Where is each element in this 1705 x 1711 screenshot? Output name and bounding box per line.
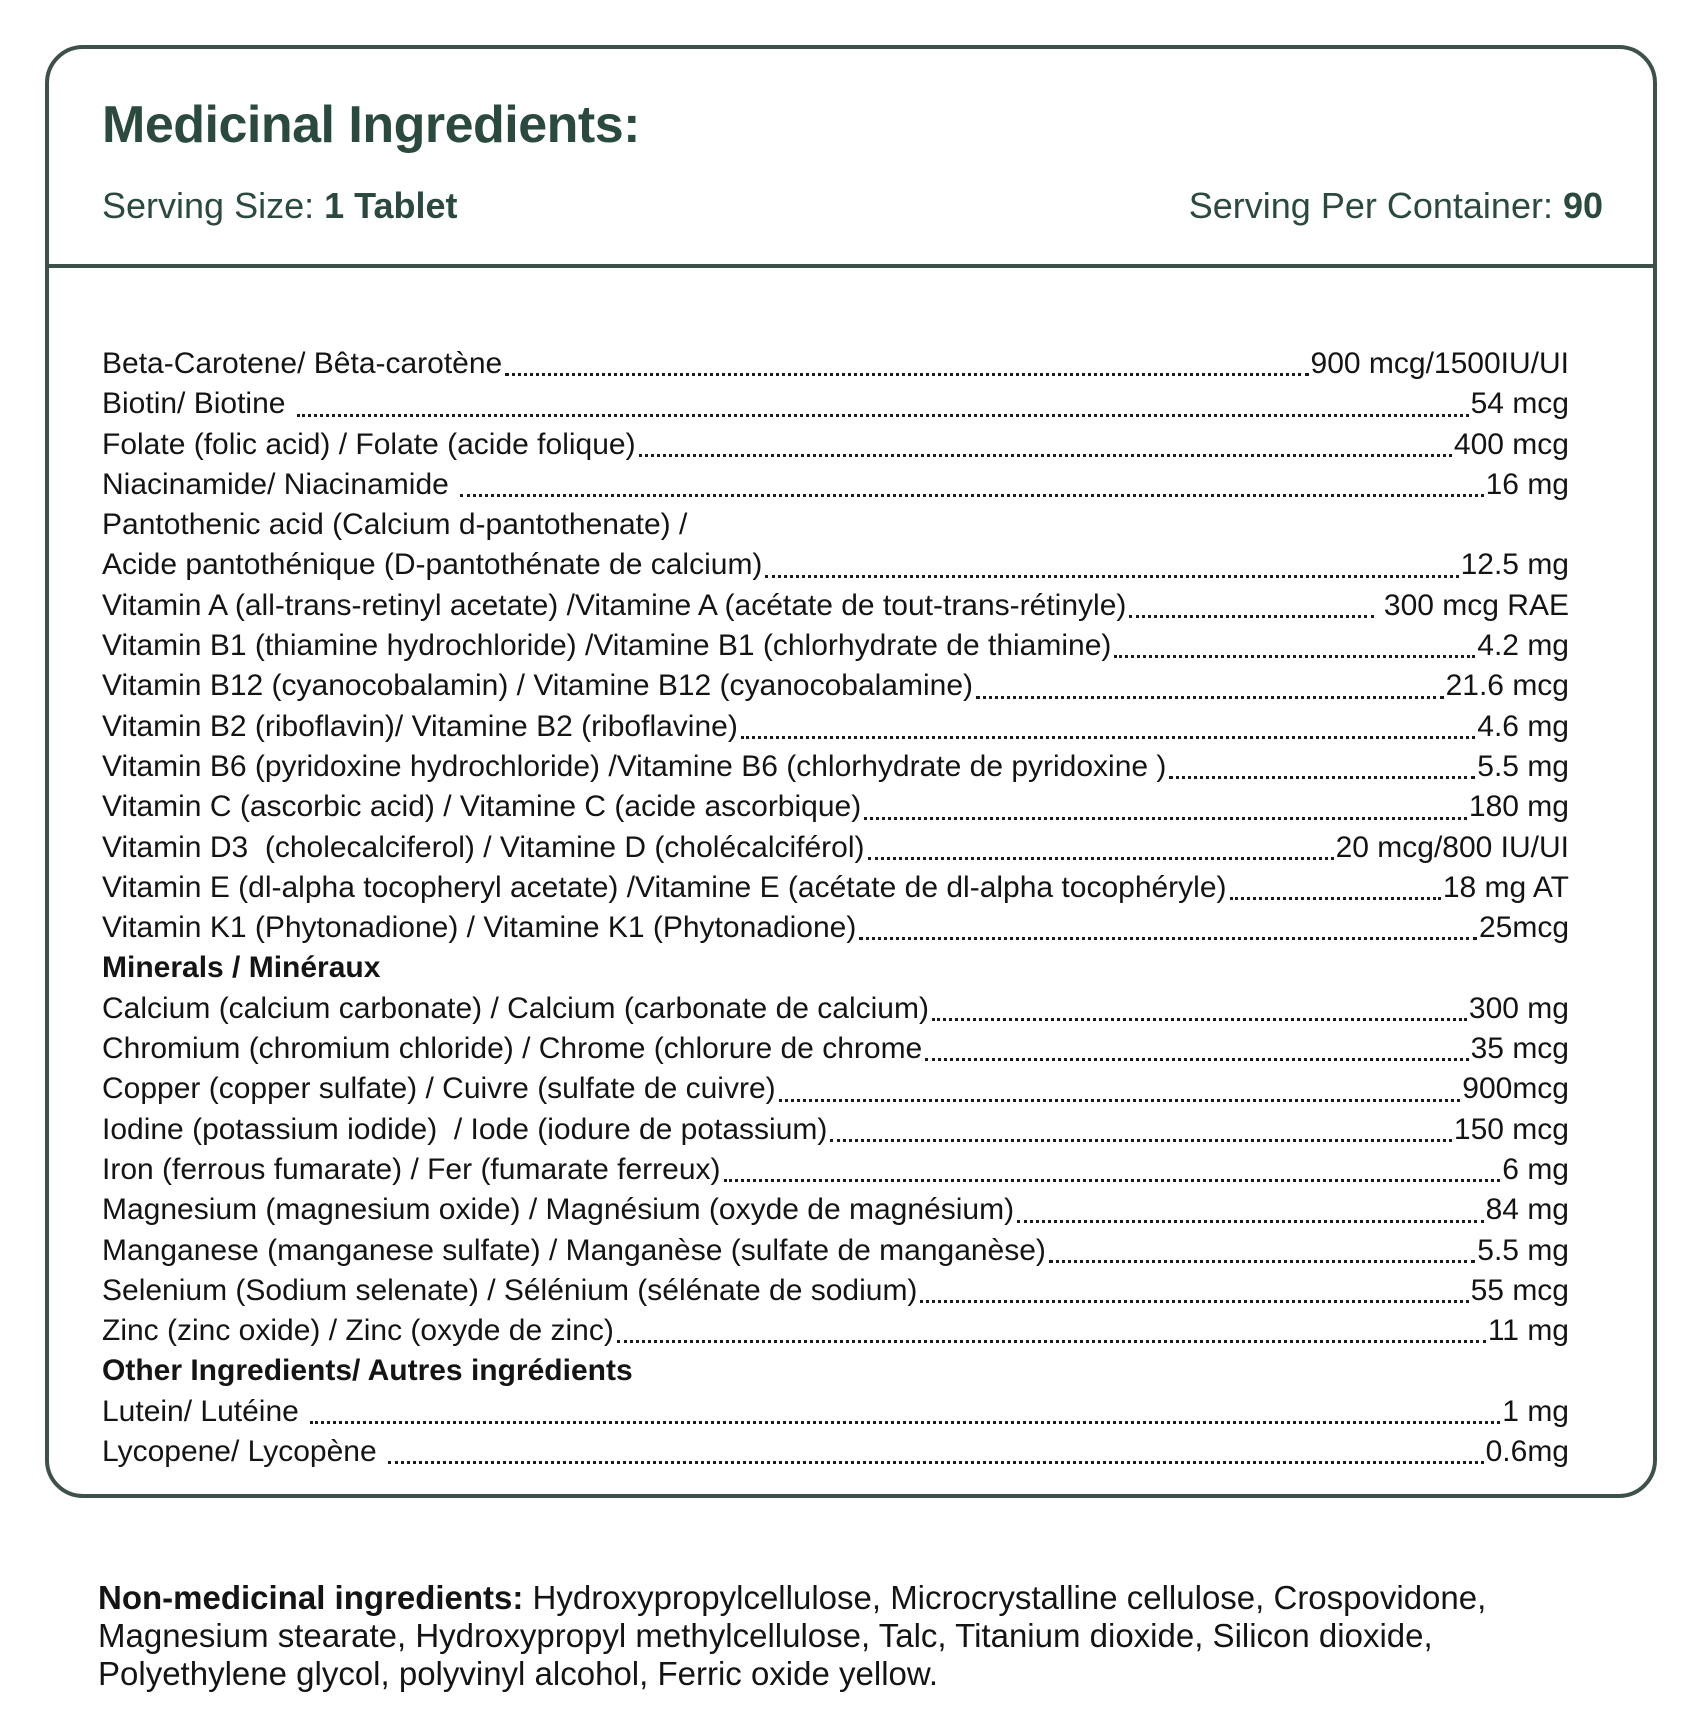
ingredient-row <box>102 1110 1569 1150</box>
dot-leader <box>310 1421 1500 1424</box>
serving-per-container <box>1189 185 1603 227</box>
ingredient-value: 300 mcg RAE <box>1375 588 1569 622</box>
dot-leader <box>388 1461 1484 1464</box>
dot-leader <box>1114 655 1475 658</box>
ingredient-name: Vitamin B12 (cyanocobalamin) / Vitamine B12 (cyanocobalamine) <box>102 669 974 703</box>
serving-line <box>102 185 1603 227</box>
ingredient-name: Acide pantothénique (D-pantothénate de calcium) <box>102 548 763 582</box>
ingredient-row <box>102 1311 1569 1351</box>
ingredient-row <box>102 747 1569 787</box>
ingredient-row <box>102 505 1569 545</box>
dot-leader <box>830 1139 1452 1142</box>
ingredient-row <box>102 989 1569 1029</box>
dot-leader <box>460 494 1483 497</box>
serving-size <box>102 185 457 227</box>
ingredient-value: 12.5 mg <box>1460 548 1569 582</box>
ingredient-name: Zinc (zinc oxide) / Zinc (oxyde de zinc) <box>102 1314 614 1348</box>
ingredient-value: 54 mcg <box>1470 387 1569 421</box>
ingredient-row <box>102 787 1569 827</box>
ingredient-value: 25mcg <box>1478 911 1569 945</box>
ingredient-name: Calcium (calcium carbonate) / Calcium (carbonate de calcium) <box>102 991 929 1025</box>
ingredient-value: 6 mg <box>1502 1152 1569 1186</box>
dot-leader <box>617 1340 1486 1343</box>
ingredient-row <box>102 586 1569 626</box>
ingredient-row <box>102 868 1569 908</box>
supplement-facts-panel <box>45 45 1657 1498</box>
section-header-row <box>102 1351 1569 1391</box>
ingredient-value: 0.6mg <box>1485 1435 1569 1469</box>
ingredient-name: Biotin/ Biotine <box>102 387 294 421</box>
ingredient-list <box>49 344 1653 1472</box>
section-header-row <box>102 948 1569 988</box>
panel-header <box>49 49 1653 268</box>
ingredient-name: Vitamin B1 (thiamine hydrochloride) /Vitamine B1 (chlorhydrate de thiamine) <box>102 629 1112 663</box>
ingredient-row <box>102 707 1569 747</box>
dot-leader <box>1017 1220 1484 1223</box>
ingredient-value: 84 mg <box>1485 1193 1569 1227</box>
ingredient-value: 35 mcg <box>1470 1032 1569 1066</box>
ingredient-row <box>102 1190 1569 1230</box>
dot-leader <box>1169 776 1475 779</box>
ingredient-row <box>102 1150 1569 1190</box>
ingredient-name: Manganese (manganese sulfate) / Manganèse (sulfate de manganèse) <box>102 1233 1046 1267</box>
panel-title: Medicinal Ingredients: <box>102 96 640 154</box>
ingredient-value: 21.6 mcg <box>1445 669 1569 703</box>
dot-leader <box>779 1099 1461 1102</box>
ingredient-name: Vitamin A (all-trans-retinyl acetate) /Vitamine A (acétate de tout-trans-rétinyle) <box>102 588 1127 622</box>
ingredient-row <box>102 908 1569 948</box>
ingredient-value: 300 mg <box>1468 991 1569 1025</box>
ingredient-name: Vitamin B6 (pyridoxine hydrochloride) /Vitamine B6 (chlorhydrate de pyridoxine ) <box>102 749 1167 783</box>
ingredient-value: 400 mcg <box>1453 427 1569 461</box>
ingredient-name: Vitamin K1 (Phytonadione) / Vitamine K1 (Phytonadione) <box>102 911 857 945</box>
dot-leader <box>932 1018 1467 1021</box>
dot-leader <box>1129 615 1373 618</box>
dot-leader <box>864 817 1467 820</box>
ingredient-row <box>102 1231 1569 1271</box>
ingredient-row <box>102 666 1569 706</box>
ingredient-value: 1 mg <box>1502 1394 1569 1428</box>
dot-leader <box>741 736 1475 739</box>
ingredient-name: Copper (copper sulfate) / Cuivre (sulfate de cuivre) <box>102 1072 776 1106</box>
ingredient-value: 5.5 mg <box>1477 749 1569 783</box>
ingredient-row <box>102 626 1569 666</box>
ingredient-name: Lycopene/ Lycopène <box>102 1435 385 1469</box>
ingredient-name: Vitamin D3 (cholecalciferol) / Vitamine D (cholécalciférol) <box>102 830 865 864</box>
ingredient-name: Magnesium (magnesium oxide) / Magnésium (oxyde de magnésium) <box>102 1193 1015 1227</box>
serving-size-label: Serving Size: <box>102 185 325 226</box>
ingredient-name: Selenium (Sodium selenate) / Sélénium (sélénate de sodium) <box>102 1273 918 1307</box>
ingredient-value: 900 mcg/1500IU/UI <box>1310 347 1569 380</box>
ingredient-value: 4.6 mg <box>1477 709 1569 743</box>
ingredient-value: 4.2 mg <box>1477 629 1569 663</box>
non-medicinal-note <box>98 1579 1614 1693</box>
ingredient-name: Vitamin E (dl-alpha tocopheryl acetate) /Vitamine E (acétate de dl-alpha tocophéryle) <box>102 870 1227 904</box>
ingredient-row <box>102 1029 1569 1069</box>
ingredient-row <box>102 384 1569 424</box>
serving-size-value: 1 Tablet <box>324 185 458 226</box>
ingredient-row <box>102 1271 1569 1311</box>
dot-leader <box>976 696 1444 699</box>
ingredient-name: Beta-Carotene/ Bêta-carotène <box>102 347 503 380</box>
ingredient-name: Folate (folic acid) / Folate (acide folique) <box>102 427 636 461</box>
dot-leader <box>505 373 1308 376</box>
ingredient-name: Niacinamide/ Niacinamide <box>102 467 458 501</box>
ingredient-name: Vitamin C (ascorbic acid) / Vitamine C (acide ascorbique) <box>102 790 862 824</box>
dot-leader <box>765 575 1458 578</box>
ingredient-name: Chromium (chromium chloride) / Chrome (chlorure de chrome <box>102 1032 923 1066</box>
dot-leader <box>920 1300 1468 1303</box>
ingredient-row <box>102 465 1569 505</box>
ingredient-value: 55 mcg <box>1470 1273 1569 1307</box>
ingredient-row <box>102 1392 1569 1432</box>
ingredient-value: 16 mg <box>1485 467 1569 501</box>
serving-per-container-label: Serving Per Container: <box>1188 185 1563 226</box>
section-header-label: Other Ingredients/ Autres ingrédients <box>102 1354 633 1388</box>
ingredient-name: Lutein/ Lutéine <box>102 1394 308 1428</box>
ingredient-value: 18 mg AT <box>1442 870 1569 904</box>
ingredient-row <box>102 425 1569 465</box>
ingredient-row <box>102 344 1569 384</box>
dot-leader <box>297 414 1469 417</box>
ingredient-value: 150 mcg <box>1453 1112 1569 1146</box>
ingredient-name: Pantothenic acid (Calcium d-pantothenate) / <box>102 508 688 542</box>
ingredient-value: 180 mg <box>1468 790 1569 824</box>
dot-leader <box>859 937 1477 940</box>
ingredient-value: 5.5 mg <box>1477 1233 1569 1267</box>
ingredient-row <box>102 545 1569 585</box>
ingredient-row <box>102 828 1569 868</box>
dot-leader <box>724 1179 1501 1182</box>
dot-leader <box>639 454 1452 457</box>
ingredient-value: 20 mcg/800 IU/UI <box>1335 830 1569 864</box>
dot-leader <box>1230 897 1441 900</box>
ingredient-value: 11 mg <box>1487 1314 1569 1348</box>
non-medicinal-text: Hydroxypropylcellulose, Microcrystalline cellulose, Crospovidone, Magnesium stearate, Hydroxypropyl methylcellulose, Talc, Titanium dioxide, Silicon dioxide, Polyethylene glycol, polyvinyl alcohol, Ferric oxide yellow. <box>98 1579 1487 1692</box>
ingredient-name: Iodine (potassium iodide) / Iode (iodure de potassium) <box>102 1112 828 1146</box>
dot-leader <box>868 857 1334 860</box>
ingredient-row <box>102 1432 1569 1472</box>
ingredient-name: Iron (ferrous fumarate) / Fer (fumarate ferreux) <box>102 1152 721 1186</box>
non-medicinal-label: Non-medicinal ingredients: <box>98 1579 533 1616</box>
ingredient-row <box>102 1069 1569 1109</box>
ingredient-value: 900mcg <box>1462 1072 1569 1106</box>
section-header-label: Minerals / Minéraux <box>102 951 381 985</box>
ingredient-name: Vitamin B2 (riboflavin)/ Vitamine B2 (riboflavine) <box>102 709 738 743</box>
serving-per-container-value: 90 <box>1562 185 1603 226</box>
dot-leader <box>1049 1260 1475 1263</box>
dot-leader <box>925 1058 1468 1061</box>
